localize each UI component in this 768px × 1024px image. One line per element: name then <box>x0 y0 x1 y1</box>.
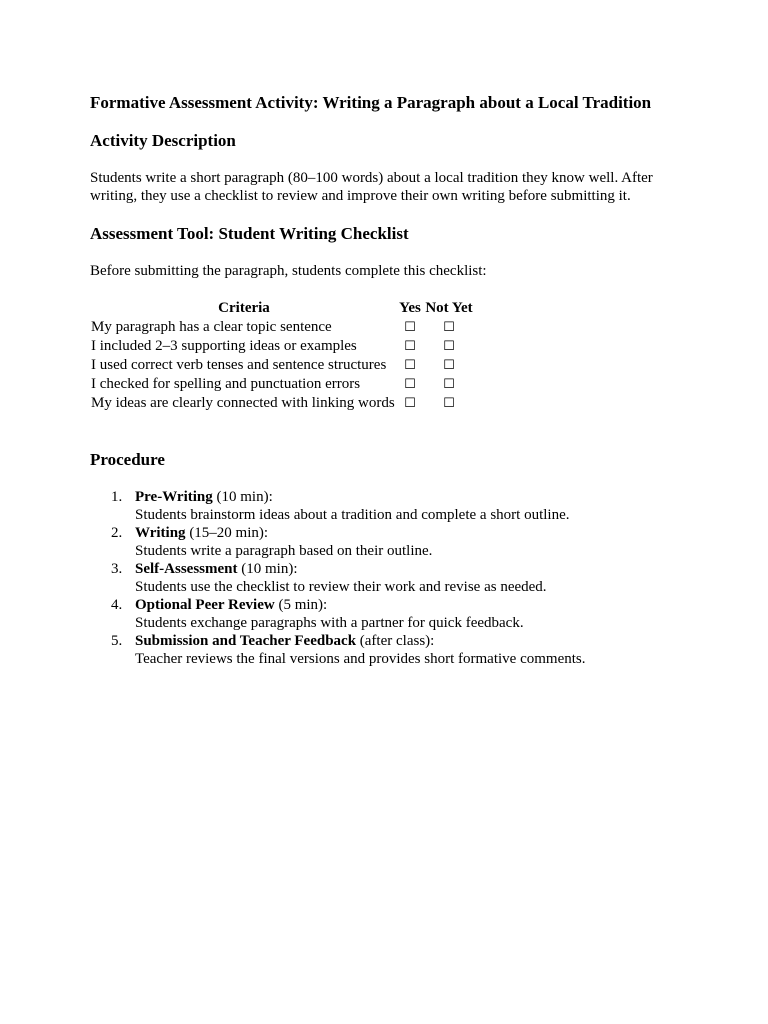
activity-description-text: Students write a short paragraph (80–100 words) about a local tradition they know well. After writing, they use a checklist to review and improve their own writing before submitting it. <box>90 170 653 204</box>
step-title: Optional Peer Review <box>135 597 275 613</box>
criterion-text: I checked for spelling and punctuation errors <box>91 376 361 392</box>
yes-checkbox[interactable]: ☐ <box>404 358 416 373</box>
checklist-intro-text: Before submitting the paragraph, students complete this checklist: <box>90 263 487 279</box>
criterion-text: I used correct verb tenses and sentence structures <box>91 357 387 373</box>
step-number: 5. <box>111 633 123 649</box>
not-yet-checkbox[interactable]: ☐ <box>443 320 455 335</box>
checklist-row <box>90 356 476 375</box>
procedure-step <box>90 524 690 560</box>
criterion-text: My paragraph has a clear topic sentence <box>91 319 332 335</box>
yes-checkbox[interactable]: ☐ <box>404 377 416 392</box>
checklist-row <box>90 337 476 356</box>
not-yet-checkbox[interactable]: ☐ <box>443 396 455 411</box>
step-description: Students exchange paragraphs with a partner for quick feedback. <box>135 615 524 631</box>
step-title: Submission and Teacher Feedback <box>135 633 357 649</box>
step-number: 4. <box>111 597 123 613</box>
yes-column-header: Yes <box>399 300 421 316</box>
not-yet-checkbox[interactable]: ☐ <box>443 377 455 392</box>
step-number: 1. <box>111 489 123 505</box>
checklist-row <box>90 318 476 337</box>
yes-checkbox[interactable]: ☐ <box>404 320 416 335</box>
activity-description-heading: Activity Description <box>90 131 236 150</box>
step-title: Writing <box>135 525 186 541</box>
procedure-step <box>90 596 690 632</box>
criteria-column-header: Criteria <box>218 300 270 316</box>
assessment-tool-heading: Assessment Tool: Student Writing Checklist <box>90 224 409 243</box>
step-timing: (5 min): <box>274 597 328 613</box>
criterion-text: My ideas are clearly connected with linking words <box>91 395 395 411</box>
checklist-row <box>90 375 476 394</box>
not-yet-column-header: Not Yet <box>425 300 473 316</box>
step-description: Students use the checklist to review their work and revise as needed. <box>135 579 547 595</box>
not-yet-checkbox[interactable]: ☐ <box>443 339 455 354</box>
not-yet-checkbox[interactable]: ☐ <box>443 358 455 373</box>
procedure-heading: Procedure <box>90 450 165 469</box>
step-timing: (10 min): <box>212 489 273 505</box>
step-title: Pre-Writing <box>135 489 213 505</box>
procedure-step <box>90 560 690 596</box>
criterion-text: I included 2–3 supporting ideas or examples <box>91 338 357 354</box>
step-description: Students write a paragraph based on their outline. <box>135 543 433 559</box>
yes-checkbox[interactable]: ☐ <box>404 396 416 411</box>
step-number: 2. <box>111 525 123 541</box>
step-title: Self-Assessment <box>135 561 238 577</box>
step-timing: (15–20 min): <box>185 525 269 541</box>
step-timing: (10 min): <box>237 561 298 577</box>
step-timing: (after class): <box>356 633 435 649</box>
step-number: 3. <box>111 561 123 577</box>
checklist-header-row <box>90 299 476 318</box>
checklist-row <box>90 394 476 413</box>
document-title: Formative Assessment Activity: Writing a Paragraph about a Local Tradition <box>90 93 652 112</box>
procedure-list <box>90 488 690 668</box>
writing-checklist-table <box>90 299 476 413</box>
procedure-step <box>90 488 690 524</box>
step-description: Students brainstorm ideas about a tradition and complete a short outline. <box>135 507 570 523</box>
yes-checkbox[interactable]: ☐ <box>404 339 416 354</box>
step-description: Teacher reviews the final versions and provides short formative comments. <box>135 651 586 667</box>
document-page <box>90 92 690 668</box>
procedure-step <box>90 632 690 668</box>
